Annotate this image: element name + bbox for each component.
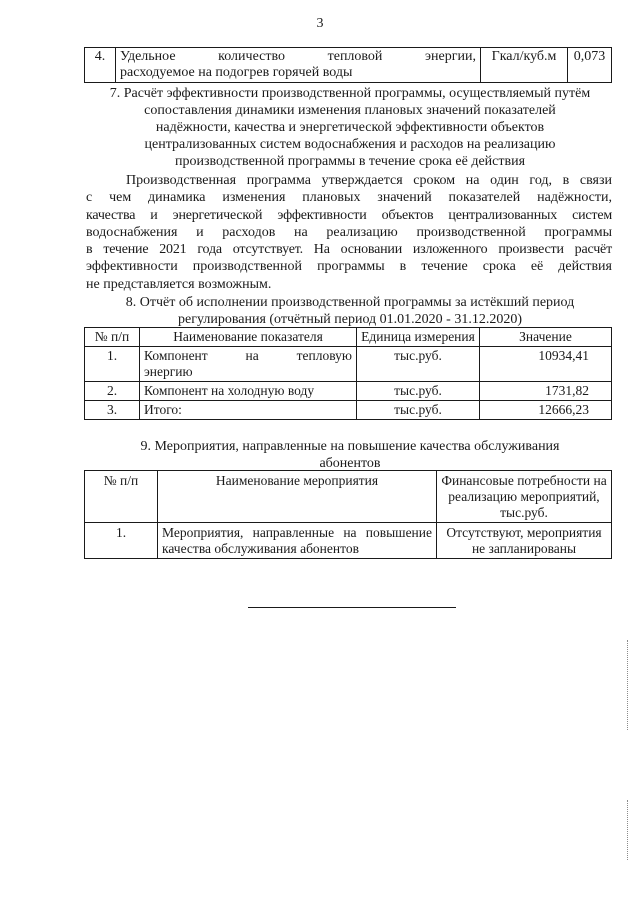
table-header-row xyxy=(85,471,612,523)
row-number: 1. xyxy=(85,523,158,559)
paragraph-line: эффективности производственной программы в течение срока её действия xyxy=(86,259,612,275)
paragraph-line: водоснабжения и расходов на реализацию производственной программы xyxy=(86,224,612,240)
row-financial-needs: Отсутствуют, мероприятия не запланированы xyxy=(437,523,612,559)
header-value: Значение xyxy=(480,328,612,347)
indicator-name-line: Удельное количество тепловой энергии, xyxy=(120,49,476,64)
row-unit: тыс.руб. xyxy=(357,401,480,420)
paragraph-line: не представляется возможным. xyxy=(86,276,272,292)
indicator-name-line: расходуемое на подогрев горячей воды xyxy=(120,65,353,80)
header-financial-needs: Финансовые потребности на реализацию мероприятий, тыс.руб. xyxy=(437,471,612,523)
heading-line: абонентов xyxy=(319,456,381,471)
heading-line: 8. Отчёт об исполнении производственной программы за истёкший период xyxy=(125,295,575,310)
header-number: № п/п xyxy=(85,328,140,347)
section7-heading xyxy=(80,85,620,170)
heading-line: 9. Мероприятия, направленные на повышение качества обслуживания xyxy=(140,439,560,454)
table-row xyxy=(85,401,612,420)
row-indicator-name: Компонент на тепловую энергию xyxy=(140,347,357,382)
paragraph-line: с чем динамика изменения плановых значений показателей надёжности, xyxy=(86,190,612,206)
paragraph-line: Производственная программа утверждается сроком на один год, в связи xyxy=(126,173,612,188)
row-number: 3. xyxy=(85,401,140,420)
scan-margin-mark xyxy=(627,640,630,730)
heading-line: 7. Расчёт эффективности производственной программы, осуществляемый путём xyxy=(109,86,591,101)
row-indicator-name: Компонент на холодную воду xyxy=(140,382,357,401)
row-value: 1731,82 xyxy=(480,382,612,401)
indicator-name xyxy=(116,48,481,83)
header-indicator-name: Наименование показателя xyxy=(140,328,357,347)
indicator-value: 0,073 xyxy=(568,48,612,83)
heading-line: надёжности, качества и энергетической эффективности объектов xyxy=(155,120,545,135)
section9-heading xyxy=(80,438,620,472)
table-row xyxy=(85,523,612,559)
scan-margin-mark xyxy=(627,800,630,860)
heading-line: производственной программы в течение срока её действия xyxy=(174,154,526,169)
report-table xyxy=(84,327,612,420)
indicator-unit: Гкал/куб.м xyxy=(481,48,568,83)
heading-line: сопоставления динамики изменения плановых значений показателей xyxy=(144,103,556,118)
paragraph-line: качества и энергетической эффективности объектов централизованных систем xyxy=(86,207,612,223)
heading-line: регулирования (отчётный период 01.01.2020 - 31.12.2020) xyxy=(178,312,522,327)
closing-rule xyxy=(248,607,456,608)
row-indicator-name: Итого: xyxy=(140,401,357,420)
row-measure-name: Мероприятия, направленные на повышение качества обслуживания абонентов xyxy=(158,523,437,559)
section7-paragraph xyxy=(86,172,612,293)
table-row xyxy=(85,48,612,83)
row-unit: тыс.руб. xyxy=(357,347,480,382)
indicators-table-continuation xyxy=(84,47,612,83)
row-value: 12666,23 xyxy=(480,401,612,420)
header-measure-name: Наименование мероприятия xyxy=(158,471,437,523)
section8-heading xyxy=(80,294,620,328)
header-unit: Единица измерения xyxy=(357,328,480,347)
measures-table xyxy=(84,470,612,559)
header-number: № п/п xyxy=(85,471,158,523)
table-header-row xyxy=(85,328,612,347)
row-number: 1. xyxy=(85,347,140,382)
table-row xyxy=(85,382,612,401)
heading-line: централизованных систем водоснабжения и расходов на реализацию xyxy=(144,137,556,152)
row-value: 10934,41 xyxy=(480,347,612,382)
table-row xyxy=(85,347,612,382)
row-unit: тыс.руб. xyxy=(357,382,480,401)
row-number: 2. xyxy=(85,382,140,401)
row-number: 4. xyxy=(85,48,116,83)
paragraph-line: в течение 2021 года отсутствует. На основании изложенного произвести расчёт xyxy=(86,242,612,258)
page-number: 3 xyxy=(316,16,324,31)
